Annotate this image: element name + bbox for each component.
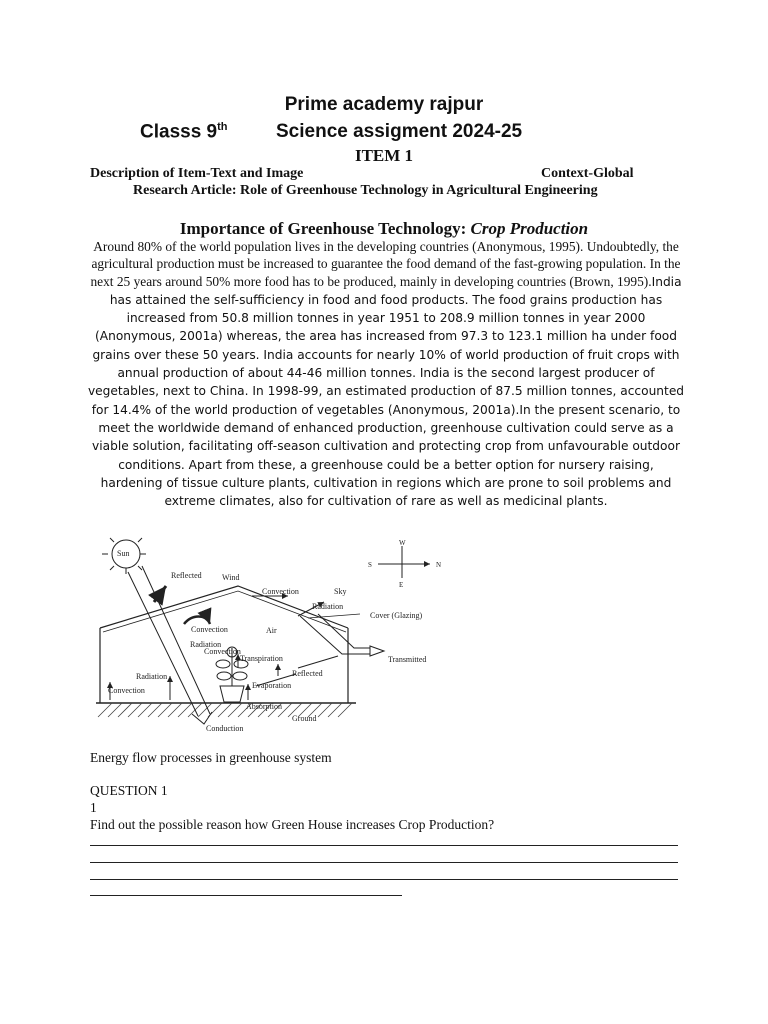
item-description: Description of Item-Text and Image xyxy=(90,166,304,181)
paragraph-serif-part: Around 80% of the world population lives in the developing countries (Anonymous, 1995). Undoubtedly, the agricultural production must be increased to guarantee the food demand of the fast-growing population. In the next 25 years around 50% more food has to be produced, mainly in developing countries (Brown, 1995). xyxy=(90,239,681,289)
question-number: 1 xyxy=(90,800,97,815)
label-convection-in: Convection xyxy=(191,625,228,634)
convection-curl-arrow xyxy=(184,617,210,625)
school-name: Prime academy rajpur xyxy=(284,94,484,115)
label-convection-roof: Convection xyxy=(262,587,299,596)
answer-line[interactable] xyxy=(90,862,678,863)
answer-line[interactable] xyxy=(90,895,402,896)
label-radiation-in: Radiation xyxy=(190,640,222,649)
label-conduction: Conduction xyxy=(206,724,244,733)
label-radiation-left: Radiation xyxy=(136,672,168,681)
label-convection-plant: Convection xyxy=(204,647,241,656)
answer-line[interactable] xyxy=(90,879,678,880)
research-article-title: Research Article: Role of Greenhouse Technology in Agricultural Engineering xyxy=(133,183,598,198)
label-wind: Wind xyxy=(222,573,240,582)
assignment-title: Science assigment 2024-25 xyxy=(276,121,523,142)
label-sky: Sky xyxy=(334,587,347,596)
diagram-caption: Energy flow processes in greenhouse system xyxy=(90,750,332,765)
class-superscript: th xyxy=(217,121,228,133)
label-air: Air xyxy=(266,626,277,635)
compass-n: N xyxy=(436,561,442,569)
label-reflected-top: Reflected xyxy=(171,571,202,580)
label-reflected-in: Reflected xyxy=(292,669,323,678)
label-cover: Cover (Glazing) xyxy=(370,611,423,620)
question-label: QUESTION 1 xyxy=(90,783,168,798)
label-convection-left: Convection xyxy=(108,686,145,695)
label-transpiration: Transpiration xyxy=(240,654,283,663)
answer-line[interactable] xyxy=(90,845,678,846)
section-heading xyxy=(0,219,768,239)
label-absorption: Absorption xyxy=(246,702,282,711)
paragraph-sans-part: India has attained the self-sufficiency in food and food products. The food grains production has increased from 50.8 million tonnes in year 1951 to 208.9 million tonnes in year 2000 (Anonymous, 2001a) whereas, the area has increased from 97.3 to 123.1 million ha under food grains over these 50 years. India accounts for nearly 10% of world production of fruit crops with annual production of about 44-46 million tonnes. India is the second largest producer of vegetables, next to China. In 1998-99, an estimated production of 87.5 million tonnes, accounted for 14.4% of the world production of vegetables (Anonymous, 2001a).In the present scenario, to meet the worldwide demand of enhanced production, greenhouse cultivation could serve as a viable solution, facilitating off-season cultivation and protecting crop from unfavourable outdoor conditions. Apart from these, a greenhouse could be a better option for nursery raising, hardening of tissue culture plants, cultivation in regions which are prone to soil problems and extreme climates, also for cultivation of rare as well as medicinal plants. xyxy=(87,274,685,509)
item-title: ITEM 1 xyxy=(354,146,414,165)
label-transmitted: Transmitted xyxy=(388,655,427,664)
compass-s: S xyxy=(368,561,372,569)
label-radiation-roof: Radiation xyxy=(312,602,344,611)
compass-e: E xyxy=(399,581,404,589)
sun-icon xyxy=(102,536,146,574)
class-label xyxy=(140,121,228,143)
reflected-arrow xyxy=(154,586,166,602)
question-text: Find out the possible reason how Green House increases Crop Production? xyxy=(90,817,495,832)
ground-hatching xyxy=(96,703,356,717)
compass-w: W xyxy=(399,539,406,547)
label-ground: Ground xyxy=(292,714,317,723)
compass-icon xyxy=(364,536,454,592)
section-heading-italic: Crop Production xyxy=(470,219,589,238)
class-text: Classs 9 xyxy=(140,121,218,143)
body-paragraph xyxy=(86,238,686,510)
sun-label: Sun xyxy=(117,549,130,558)
label-evaporation: Evaporation xyxy=(252,681,292,690)
section-heading-text: Importance of Greenhouse Technology: xyxy=(179,219,471,238)
item-context: Context-Global xyxy=(541,166,634,181)
